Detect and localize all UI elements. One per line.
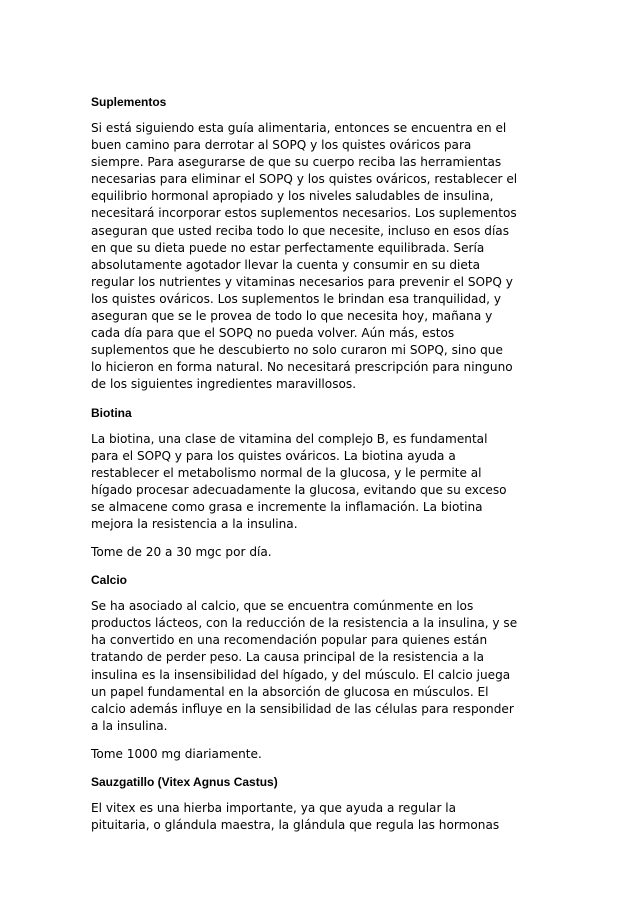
text-line: a la insulina.: [91, 718, 168, 733]
text-line: en que su dieta puede no estar perfectamente equilibrada. Sería: [91, 240, 485, 255]
text-line: mejora la resistencia a la insulina.: [91, 516, 298, 531]
text-line: pituitaria, o glándula maestra, la glándula que regula las hormonas: [91, 818, 500, 833]
paragraph-biotina-description: [91, 431, 561, 534]
text-line: necesarias para eliminar el SOPQ y los quistes ováricos, restablecer el: [91, 172, 518, 187]
text-line: regular los nutrientes y vitaminas necesarios para prevenir el SOPQ y: [91, 274, 513, 289]
text-line: siempre. Para asegurarse de que su cuerpo reciba las herramientas: [91, 155, 502, 170]
paragraph-calcio-description: [91, 598, 561, 735]
text-line: El vitex es una hierba importante, ya que ayuda a regular la: [91, 801, 457, 815]
text-line: un papel fundamental en la absorción de glucosa en músculos. El: [91, 684, 489, 699]
text-line: suplementos que he descubierto no solo curaron mi SOPQ, sino que: [91, 343, 503, 358]
text-line: cada día para que el SOPQ no pueda volver. Aún más, estos: [91, 326, 455, 341]
section-heading-calcio: Calcio: [91, 573, 128, 588]
text-line: Si está siguiendo esta guía alimentaria, entonces se encuentra en el: [91, 121, 507, 135]
text-line: aseguran que se le provea de todo lo que necesita hoy, mañana y: [91, 309, 493, 324]
text-line: Tome 1000 mg diariamente.: [91, 746, 262, 761]
text-line: equilibrio hormonal apropiado y los niveles saludables de insulina,: [91, 189, 494, 204]
text-line: insulina es la insensibilidad del hígado, y del músculo. El calcio juega: [91, 667, 511, 682]
document-page: [91, 94, 561, 843]
paragraph-suplementos-intro: [91, 120, 561, 394]
text-line: aseguran que usted reciba todo lo que necesite, incluso en esos días: [91, 223, 510, 238]
paragraph-sauzgatillo-description: [91, 800, 561, 834]
text-line: necesitará incorporar estos suplementos necesarios. Los suplementos: [91, 206, 517, 221]
text-line: La biotina, una clase de vitamina del complejo B, es fundamental: [91, 431, 488, 446]
text-line: restablecer el metabolismo normal de la glucosa, y le permite al: [91, 465, 482, 480]
text-line: Se ha asociado al calcio, que se encuentra comúnmente en los: [91, 599, 474, 614]
text-line: tratando de perder peso. La causa principal de la resistencia a la: [91, 650, 484, 665]
text-line: calcio además influye en la sensibilidad de las células para responder: [91, 701, 514, 716]
section-heading-biotina: Biotina: [91, 405, 132, 420]
text-line: lo hicieron en forma natural. No necesitará prescripción para ninguno: [91, 360, 513, 375]
text-line: de los siguientes ingredientes maravillosos.: [91, 377, 357, 392]
paragraph-biotina-dosage: [91, 544, 561, 561]
text-line: absolutamente agotador llevar la cuenta y consumir en su dieta: [91, 257, 481, 272]
text-line: hígado procesar adecuadamente la glucosa, evitando que su exceso: [91, 482, 507, 497]
text-line: para el SOPQ y para los quistes ováricos. La biotina ayuda a: [91, 448, 456, 463]
text-line: se almacene como grasa e incremente la inflamación. La biotina: [91, 499, 483, 514]
section-heading-suplementos: Suplementos: [91, 95, 167, 109]
text-line: buen camino para derrotar al SOPQ y los quistes ováricos para: [91, 138, 472, 153]
section-heading-sauzgatillo: Sauzgatillo (Vitex Agnus Castus): [91, 775, 278, 789]
text-line: Tome de 20 a 30 mgc por día.: [91, 545, 272, 560]
text-line: los quistes ováricos. Los suplementos le brindan esa tranquilidad, y: [91, 291, 501, 306]
text-line: ha convertido en una recomendación popular para quienes están: [91, 633, 488, 648]
paragraph-calcio-dosage: [91, 746, 561, 763]
text-line: productos lácteos, con la reducción de la resistencia a la insulina, y se: [91, 616, 518, 631]
